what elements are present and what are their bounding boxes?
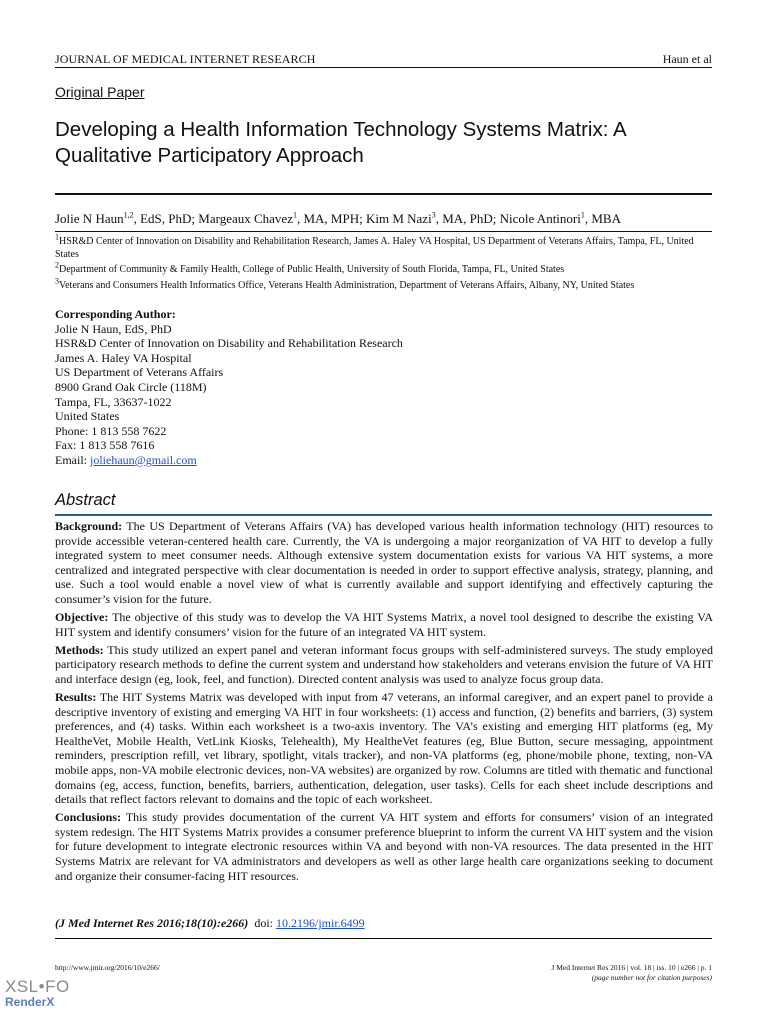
- affiliation-text: Department of Community & Family Health, College of Public Health, University of South Florida, Tampa, FL, United States: [59, 264, 565, 275]
- footer-rule: [55, 938, 712, 939]
- logo-line2: RenderX: [5, 995, 55, 1009]
- header-rule: [55, 67, 712, 68]
- section-label: Background:: [55, 519, 123, 533]
- author-degrees: , MA, MPH;: [296, 211, 366, 226]
- author-degrees: , EdS, PhD;: [133, 211, 199, 226]
- affiliation: [55, 260, 715, 277]
- abstract-rule: [55, 514, 712, 516]
- section-text: This study utilized an expert panel and veteran informant focus groups with self-administered surveys. The study employed participatory research methods to define the current system and understand how stakeholders and veterans envision the future of VA HIT and interface design (eg, look, feel, and function). Directed content analysis was used to analyze focus group data.: [55, 642, 713, 686]
- corresponding-line: Jolie N Haun, EdS, PhD: [55, 321, 172, 336]
- corresponding-line: Tampa, FL, 33637-1022: [55, 394, 172, 409]
- section-label: Objective:: [55, 610, 109, 625]
- citation: [55, 916, 365, 931]
- abstract-section: [55, 690, 713, 807]
- author-sup: 1: [292, 210, 297, 220]
- abstract-section: [55, 610, 713, 639]
- paper-type: Original Paper: [55, 84, 145, 100]
- section-label: Results:: [55, 690, 97, 705]
- affiliation: [55, 276, 715, 293]
- doi-link[interactable]: 10.2196/jmir.6499: [275, 916, 365, 930]
- author-degrees: , MBA: [584, 211, 621, 226]
- footer-info: [551, 963, 712, 983]
- affiliation-num: 2: [55, 260, 59, 270]
- affiliation-text: HSR&D Center of Innovation on Disability and Rehabilitation Research, James A. Haley VA Hospital, US Department of Veterans Affairs, Tampa, FL, United States: [55, 236, 694, 260]
- citation-ref: (J Med Internet Res 2016;18(10):e266): [55, 916, 249, 930]
- abstract-section: [55, 643, 713, 687]
- section-text: The US Department of Veterans Affairs (VA) has developed various health information technology (HIT) resources to provide accessible veteran-centered health care. Currently, the VA is undergoing a major reorganization of VA HIT to develop a fully integrated system to meet consumer needs. Although extensive system documentation exists for various VA HIT systems, a more centralized and integrated perspective with clear documentation is needed in order to support effective analysis, strategy, planning, and use. Such a tool would enable a novel view of what is currently available and support identifying and effectively capturing the consumer’s vision for the future.: [55, 519, 713, 606]
- section-text: The HIT Systems Matrix was developed with input from 47 veterans, an informal caregiver, and an expert panel to provide a descriptive inventory of existing and emerging VA HIT in four worksheets: (1) access and function, (2) benefits and barriers, (3) system preferences, and (4) tasks. Within each worksheet is a two-axis inventory. The VA’s existing and emerging HIT platforms (eg, My HealtheVet, Mobile Health, VetLink Kiosks, Telehealth), My HealtheVet features (eg, Blue Button, secure messaging, appointment reminders, prescription refill, vet library, spotlight, vitals tracker), and non-VA platforms (eg, phone/mobile phone, texting, non-VA mobile apps, non-VA mobile electronic devices, non-VA websites) are organized by row. Columns are titled with thematic and functional domains (eg, access, function, benefits, barriers, authentication, delegation, user tasks). Cells for each sheet include descriptions and details that reflect factors relevant to domains and the topic of each worksheet.: [55, 690, 713, 807]
- section-text: This study provides documentation of the current VA HIT system and efforts for consumers’ vision of an integrated system redesign. The HIT Systems Matrix provides a consumer preference blueprint to inform the current VA HIT system and the vision for future development to integrate electronic resources within VA and beyond with non-VA resources. The data presented in the HIT Systems Matrix are relevant for VA administrators and developers as well as other large health care organizations seeking to document and organize their consumer-facing HIT resources.: [55, 810, 713, 883]
- section-text: The objective of this study was to develop the VA HIT Systems Matrix, a novel tool designed to describe the existing VA HIT system and identify consumers’ vision for the future of an integrated VA HIT system.: [55, 610, 713, 639]
- footer-url: http://www.jmir.org/2016/10/e266/: [55, 963, 160, 972]
- corresponding-line: 8900 Grand Oak Circle (118M): [55, 379, 207, 394]
- affiliation-text: Veterans and Consumers Health Informatics Office, Veterans Health Administration, Department of Veterans Affairs, Albany, NY, United States: [59, 280, 635, 291]
- renderx-logo: [5, 977, 70, 1009]
- email-label: Email:: [55, 452, 90, 467]
- corresponding-line: Phone: 1 813 558 7622: [55, 423, 167, 438]
- corresponding-line: James A. Haley VA Hospital: [55, 350, 192, 365]
- affiliation: [55, 232, 715, 261]
- author-sup: 1: [580, 210, 585, 220]
- page-title: Developing a Health Information Technology Systems Matrix: A Qualitative Participatory Approach: [55, 118, 626, 167]
- doi-label: doi:: [254, 916, 273, 930]
- abstract-body: [55, 519, 713, 887]
- author-degrees: , MA, PhD;: [435, 211, 500, 226]
- affiliation-num: 1: [55, 232, 59, 242]
- journal-name: JOURNAL OF MEDICAL INTERNET RESEARCH: [55, 52, 316, 66]
- author-list: [55, 211, 621, 227]
- email-link[interactable]: joliehaun@gmail.com: [90, 452, 197, 467]
- footer-note: (page number not for citation purposes): [591, 973, 712, 982]
- logo-line1: XSL•FO: [5, 977, 70, 996]
- footer-journal-info: J Med Internet Res 2016 | vol. 18 | iss. 10 | e266 | p. 1: [551, 963, 712, 972]
- corresponding-line: US Department of Veterans Affairs: [55, 365, 224, 380]
- corresponding-heading: Corresponding Author:: [55, 307, 176, 321]
- author-sup: 1,2: [123, 210, 134, 220]
- abstract-section: [55, 519, 713, 607]
- corresponding-author: [55, 307, 403, 468]
- corresponding-line: United States: [55, 409, 120, 424]
- authors-rule: [55, 231, 712, 232]
- affiliation-num: 3: [55, 276, 59, 286]
- corresponding-line: Fax: 1 813 558 7616: [55, 438, 155, 453]
- abstract-section: [55, 810, 713, 883]
- author-sup: 3: [431, 210, 436, 220]
- section-label: Methods:: [55, 642, 104, 657]
- section-label: Conclusions:: [55, 810, 122, 825]
- title-rule: [55, 193, 712, 195]
- author-name: Margeaux Chavez: [198, 211, 293, 226]
- author-name: Nicole Antinori: [499, 211, 581, 226]
- author-name: Jolie N Haun: [55, 211, 124, 226]
- author-name: Kim M Nazi: [365, 211, 432, 226]
- abstract-heading: Abstract: [55, 491, 116, 509]
- running-author: Haun et al: [662, 52, 712, 66]
- corresponding-line: HSR&D Center of Innovation on Disability and Rehabilitation Research: [55, 336, 403, 351]
